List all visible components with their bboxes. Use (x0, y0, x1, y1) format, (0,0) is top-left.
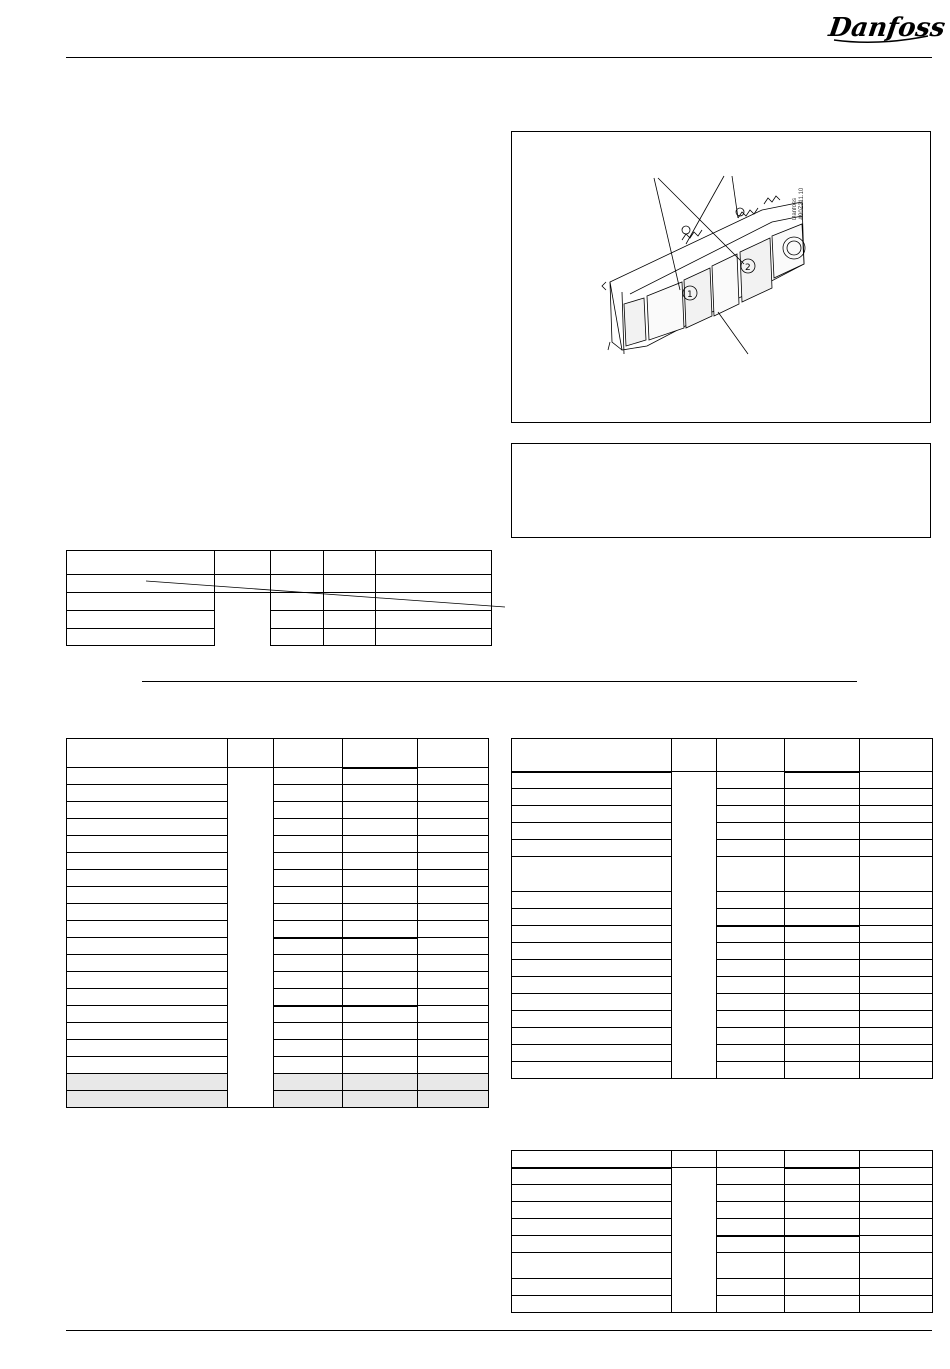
table-cell (67, 870, 228, 887)
table-cell (271, 629, 324, 646)
table-cell (343, 955, 418, 972)
component-drawing (512, 132, 932, 424)
table-cell (67, 904, 228, 921)
table-cell (274, 819, 343, 836)
table-cell (274, 938, 343, 955)
table-cell (512, 909, 672, 926)
table-cell (271, 575, 324, 593)
table-cell (512, 1219, 672, 1236)
table-cell (512, 1062, 672, 1079)
table-row (67, 972, 489, 989)
table-cell (860, 1011, 933, 1028)
table-cell (512, 806, 672, 823)
table-cell (860, 977, 933, 994)
table-cell (785, 1028, 860, 1045)
table-cell (860, 840, 933, 857)
table-cell (274, 1040, 343, 1057)
table-cell (717, 1236, 785, 1253)
drawing-code: Danfoss A90Z211.10 (792, 187, 805, 220)
table-cell (67, 972, 228, 989)
table-cell (324, 575, 376, 593)
table-row (512, 926, 933, 943)
table-cell (672, 739, 717, 772)
table-cell (274, 887, 343, 904)
table-cell (274, 955, 343, 972)
table-row (67, 989, 489, 1006)
table-cell (343, 887, 418, 904)
table-cell (860, 806, 933, 823)
table-cell (785, 926, 860, 943)
table-cell (215, 593, 271, 646)
table-cell (324, 593, 376, 611)
danfoss-logo (826, 6, 948, 46)
table-cell (343, 938, 418, 955)
table-row (67, 955, 489, 972)
table-cell (376, 629, 492, 646)
table-cell (512, 1236, 672, 1253)
table-cell (418, 1074, 489, 1091)
table-cell (717, 1185, 785, 1202)
table-cell (343, 785, 418, 802)
table-row (512, 1151, 933, 1168)
table-row (67, 819, 489, 836)
table-cell (860, 926, 933, 943)
table-row (67, 611, 492, 629)
table-row (512, 1279, 933, 1296)
footer-rule (66, 1330, 932, 1331)
table-cell (512, 823, 672, 840)
table-cell (67, 836, 228, 853)
table-cell (228, 739, 274, 768)
table-cell (717, 977, 785, 994)
table-row (512, 1253, 933, 1279)
table-cell (67, 989, 228, 1006)
table-cell (67, 819, 228, 836)
table-cell (67, 611, 215, 629)
table-row (67, 1074, 489, 1091)
table-cell (717, 1011, 785, 1028)
table-cell (343, 1074, 418, 1091)
table-cell (67, 739, 228, 768)
table-cell (67, 785, 228, 802)
table-cell (785, 892, 860, 909)
table-cell (512, 994, 672, 1011)
table-cell (274, 870, 343, 887)
table-cell (512, 840, 672, 857)
section-divider (142, 681, 857, 682)
table-cell (860, 909, 933, 926)
table-cell (860, 1151, 933, 1168)
table-cell (860, 789, 933, 806)
table-row (67, 1040, 489, 1057)
table-cell (512, 943, 672, 960)
table-cell (785, 772, 860, 789)
table-cell (67, 1074, 228, 1091)
table-cell (512, 1185, 672, 1202)
table-cell (418, 1091, 489, 1108)
table-cell (717, 739, 785, 772)
table-cell (418, 853, 489, 870)
table-cell (67, 1023, 228, 1040)
table-cell (324, 551, 376, 575)
table-cell (418, 887, 489, 904)
table-cell (343, 836, 418, 853)
table-row (512, 1296, 933, 1313)
table-cell (717, 1279, 785, 1296)
table-cell (418, 904, 489, 921)
table-row (67, 593, 492, 611)
table-cell (271, 593, 324, 611)
table-cell (376, 611, 492, 629)
table-row (512, 806, 933, 823)
table-cell (512, 960, 672, 977)
table-cell (376, 593, 492, 611)
table-cell (785, 977, 860, 994)
table-cell (274, 921, 343, 938)
table-row (512, 892, 933, 909)
table-cell (67, 768, 228, 785)
table-cell (860, 1202, 933, 1219)
table-cell (343, 989, 418, 1006)
table-cell (717, 1219, 785, 1236)
table-cell (785, 840, 860, 857)
table-cell (717, 857, 785, 892)
table-row (512, 789, 933, 806)
table-cell (860, 1045, 933, 1062)
table-cell (418, 739, 489, 768)
table-row (67, 785, 489, 802)
table-cell (274, 972, 343, 989)
table-cell (274, 1006, 343, 1023)
table-cell (785, 789, 860, 806)
table-cell (860, 1028, 933, 1045)
table-cell (271, 551, 324, 575)
table-cell (672, 1168, 717, 1313)
callout-2-label: 2 (745, 263, 751, 273)
table-cell (343, 1006, 418, 1023)
table-cell (418, 836, 489, 853)
table-cell (418, 1057, 489, 1074)
table-cell (860, 1062, 933, 1079)
table-cell (860, 1279, 933, 1296)
table-cell (785, 1045, 860, 1062)
table-row (512, 857, 933, 892)
table-cell (418, 1006, 489, 1023)
table-cell (67, 1006, 228, 1023)
table-cell (67, 938, 228, 955)
table-cell (512, 977, 672, 994)
table-cell (512, 1253, 672, 1279)
table-cell (717, 823, 785, 840)
table-cell (274, 836, 343, 853)
table-row (67, 768, 489, 785)
table-cell (418, 768, 489, 785)
table-cell (343, 853, 418, 870)
table-cell (418, 972, 489, 989)
table-cell (343, 870, 418, 887)
table-cell (512, 1028, 672, 1045)
table-row (67, 739, 489, 768)
table-cell (343, 1057, 418, 1074)
table-row (67, 629, 492, 646)
table-cell (512, 1045, 672, 1062)
table-cell (67, 853, 228, 870)
table-cell (785, 1279, 860, 1296)
table-cell (324, 629, 376, 646)
table-cell (67, 575, 215, 593)
table-cell (672, 772, 717, 1079)
table-cell (418, 955, 489, 972)
table-cell (717, 1028, 785, 1045)
table-row (512, 1062, 933, 1079)
table-row (512, 943, 933, 960)
table-cell (343, 921, 418, 938)
table-row (512, 739, 933, 772)
table-cell (67, 921, 228, 938)
table-cell (274, 1023, 343, 1040)
table-cell (717, 1253, 785, 1279)
table-cell (215, 575, 271, 593)
table-row (512, 1185, 933, 1202)
table-cell (785, 909, 860, 926)
table-row (512, 994, 933, 1011)
figure-frame (511, 131, 931, 423)
table-cell (228, 768, 274, 1108)
table-cell (343, 768, 418, 785)
table-cell (785, 823, 860, 840)
table-cell (717, 789, 785, 806)
table-cell (860, 739, 933, 772)
table-cell (785, 943, 860, 960)
table-cell (512, 892, 672, 909)
table-cell (512, 857, 672, 892)
table-cell (67, 1091, 228, 1108)
table-cell (376, 551, 492, 575)
table-row (67, 870, 489, 887)
table-cell (717, 892, 785, 909)
table-cell (717, 926, 785, 943)
right-list-table (511, 738, 933, 1079)
table-cell (274, 989, 343, 1006)
table-cell (343, 1040, 418, 1057)
table-row (512, 977, 933, 994)
table-row (67, 836, 489, 853)
table-cell (418, 1023, 489, 1040)
table-cell (785, 1011, 860, 1028)
table-cell (67, 1040, 228, 1057)
table-row (512, 1011, 933, 1028)
table-row (67, 1091, 489, 1108)
table-cell (717, 960, 785, 977)
table-cell (860, 857, 933, 892)
table-cell (343, 819, 418, 836)
table-row (512, 823, 933, 840)
table-cell (512, 926, 672, 943)
table-cell (717, 1151, 785, 1168)
table-cell (717, 909, 785, 926)
table-cell (717, 1296, 785, 1313)
table-cell (418, 921, 489, 938)
table-cell (860, 1236, 933, 1253)
table-cell (512, 1151, 672, 1168)
table-row (67, 802, 489, 819)
table-cell (67, 802, 228, 819)
logo-wordmark: Danfoss (826, 12, 948, 43)
table-cell (860, 943, 933, 960)
table-cell (418, 819, 489, 836)
table-cell (67, 593, 215, 611)
callout-1-label: 1 (687, 290, 693, 300)
table-cell (860, 994, 933, 1011)
table-cell (418, 870, 489, 887)
table-cell (512, 1279, 672, 1296)
table-cell (512, 739, 672, 772)
spec-table (66, 550, 492, 646)
table-cell (67, 887, 228, 904)
table-cell (785, 1062, 860, 1079)
table-cell (512, 1168, 672, 1185)
table-row (67, 887, 489, 904)
table-cell (785, 739, 860, 772)
table-cell (67, 955, 228, 972)
table-cell (215, 551, 271, 575)
table-cell (343, 802, 418, 819)
table-cell (343, 904, 418, 921)
table-row (67, 853, 489, 870)
table-cell (860, 772, 933, 789)
table-row (512, 1236, 933, 1253)
table-cell (274, 1074, 343, 1091)
table-cell (860, 892, 933, 909)
table-cell (717, 840, 785, 857)
table-cell (860, 1296, 933, 1313)
table-cell (343, 1091, 418, 1108)
table-cell (785, 994, 860, 1011)
table-cell (418, 989, 489, 1006)
table-cell (785, 1185, 860, 1202)
table-cell (67, 551, 215, 575)
table-cell (343, 972, 418, 989)
table-row (67, 921, 489, 938)
table-cell (324, 611, 376, 629)
table-cell (717, 1062, 785, 1079)
table-row (512, 772, 933, 789)
table-cell (512, 1011, 672, 1028)
table-cell (860, 823, 933, 840)
table-cell (717, 943, 785, 960)
table-row (512, 909, 933, 926)
table-cell (376, 575, 492, 593)
table-cell (512, 772, 672, 789)
table-cell (274, 785, 343, 802)
table-cell (860, 1219, 933, 1236)
right-small-table (511, 1150, 933, 1313)
table-cell (785, 1219, 860, 1236)
table-cell (672, 1151, 717, 1168)
table-cell (860, 1185, 933, 1202)
table-row (67, 904, 489, 921)
table-cell (785, 1236, 860, 1253)
table-cell (717, 772, 785, 789)
table-row (67, 575, 492, 593)
table-cell (418, 785, 489, 802)
table-row (512, 1045, 933, 1062)
table-cell (717, 806, 785, 823)
table-cell (512, 789, 672, 806)
table-cell (785, 960, 860, 977)
table-cell (717, 1045, 785, 1062)
table-cell (274, 739, 343, 768)
table-cell (274, 853, 343, 870)
table-cell (785, 1296, 860, 1313)
table-row (67, 938, 489, 955)
table-row (512, 1219, 933, 1236)
table-cell (785, 857, 860, 892)
table-row (67, 1057, 489, 1074)
header-rule (66, 57, 932, 58)
table-cell (418, 938, 489, 955)
table-cell (274, 904, 343, 921)
table-row (512, 1028, 933, 1045)
table-cell (785, 1151, 860, 1168)
table-cell (418, 1040, 489, 1057)
table-cell (512, 1296, 672, 1313)
table-row (67, 551, 492, 575)
table-cell (512, 1202, 672, 1219)
table-cell (271, 611, 324, 629)
table-row (67, 1006, 489, 1023)
table-cell (418, 802, 489, 819)
table-cell (860, 1168, 933, 1185)
table-cell (343, 739, 418, 768)
table-cell (274, 1057, 343, 1074)
table-cell (860, 960, 933, 977)
table-cell (785, 1253, 860, 1279)
left-list-table (66, 738, 489, 1108)
table-cell (343, 1023, 418, 1040)
table-cell (785, 806, 860, 823)
table-cell (785, 1202, 860, 1219)
table-cell (785, 1168, 860, 1185)
table-cell (717, 1168, 785, 1185)
table-row (512, 960, 933, 977)
table-cell (274, 802, 343, 819)
note-box (511, 443, 931, 538)
table-cell (274, 768, 343, 785)
table-cell (717, 994, 785, 1011)
table-row (512, 1168, 933, 1185)
table-cell (67, 1057, 228, 1074)
table-cell (67, 629, 215, 646)
table-cell (717, 1202, 785, 1219)
table-cell (274, 1091, 343, 1108)
table-cell (860, 1253, 933, 1279)
table-row (512, 840, 933, 857)
table-row (512, 1202, 933, 1219)
table-row (67, 1023, 489, 1040)
